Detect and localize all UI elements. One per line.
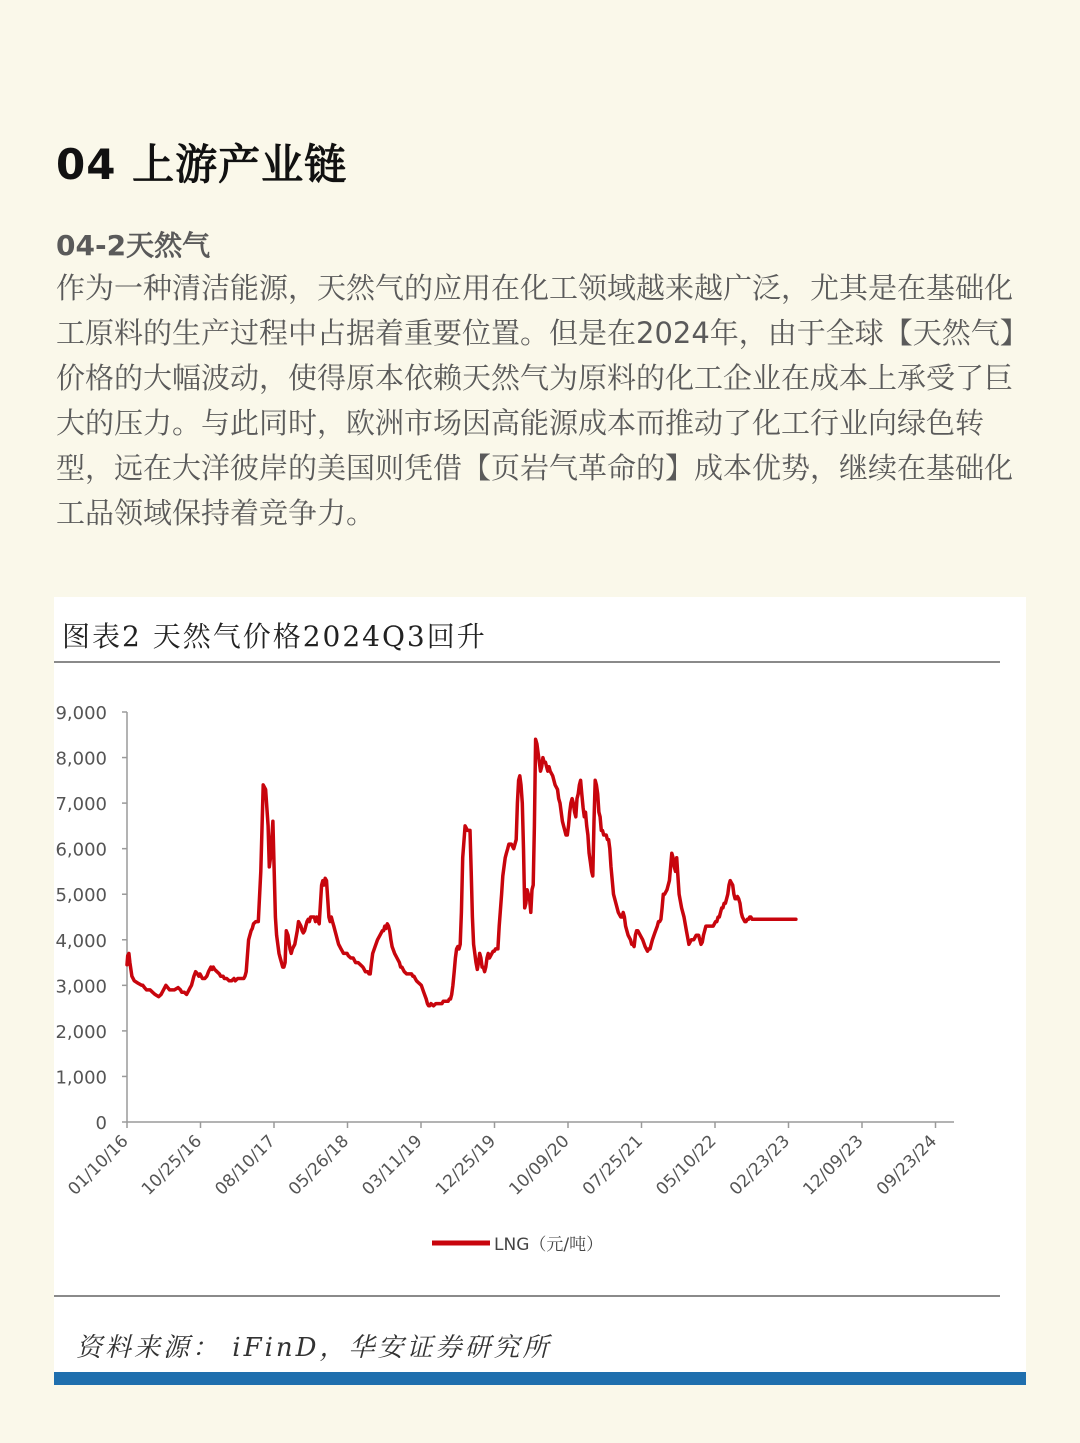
x-tick-label: 03/11/19 — [358, 1131, 427, 1200]
x-tick-label: 10/09/20 — [505, 1131, 574, 1200]
y-tick-label: 2,000 — [55, 1021, 107, 1043]
y-tick-label: 7,000 — [55, 794, 107, 816]
y-tick-label: 3,000 — [55, 976, 107, 998]
figure-card — [54, 597, 1026, 1385]
y-tick-label: 0 — [95, 1113, 107, 1134]
legend — [432, 1235, 603, 1255]
x-axis — [64, 1122, 954, 1200]
x-tick-label: 02/23/23 — [725, 1131, 795, 1200]
y-tick-label: 5,000 — [55, 885, 107, 907]
x-tick-label: 12/09/23 — [799, 1131, 868, 1200]
y-tick-label: 6,000 — [55, 839, 107, 861]
section-title: 04 上游产业链 — [56, 140, 348, 189]
x-tick-label: 07/25/21 — [578, 1131, 648, 1200]
x-tick-label: 12/25/19 — [431, 1131, 501, 1200]
accent-bar — [54, 1372, 1026, 1385]
line-chart — [54, 677, 1000, 1357]
body-paragraph: 作为一种清洁能源，天然气的应用在化工领域越来越广泛，尤其是在基础化工原料的生产过程中占据着重要位置。但是在2024年，由于全球【天然气】价格的大幅波动，使得原本依赖天然气为原料的化工企业在成本上承受了巨大的压力。与此同时，欧洲市场因高能源成本而推动了化工行业向绿色转型，远在大洋彼岸的美国则凭借【页岩气革命的】成本优势，继续在基础化工品领域保持着竞争力。 — [56, 271, 1015, 530]
y-tick-label: 9,000 — [55, 703, 107, 724]
plot-area — [127, 739, 796, 1006]
sub-title: 04-2天然气 — [56, 229, 211, 262]
y-tick-label: 1,000 — [55, 1067, 107, 1089]
source-note: 资料来源： iFinD，华安证券研究所 — [76, 1333, 552, 1363]
y-tick-label: 4,000 — [55, 930, 107, 952]
x-tick-label: 10/25/16 — [137, 1131, 207, 1200]
title-rule — [54, 661, 1000, 663]
y-tick-label: 8,000 — [55, 748, 107, 770]
x-tick-label: 09/23/24 — [872, 1131, 942, 1200]
x-tick-label: 01/10/16 — [64, 1131, 133, 1200]
x-tick-label: 05/10/22 — [652, 1131, 721, 1200]
source-rule — [54, 1295, 1000, 1297]
y-axis — [55, 703, 127, 1134]
x-tick-label: 05/26/18 — [284, 1131, 354, 1200]
figure-title: 图表2 天然气价格2024Q3回升 — [62, 620, 487, 653]
x-tick-label: 08/10/17 — [211, 1131, 280, 1200]
legend-label: LNG（元/吨） — [494, 1235, 604, 1255]
lng-series-line — [127, 739, 796, 1006]
